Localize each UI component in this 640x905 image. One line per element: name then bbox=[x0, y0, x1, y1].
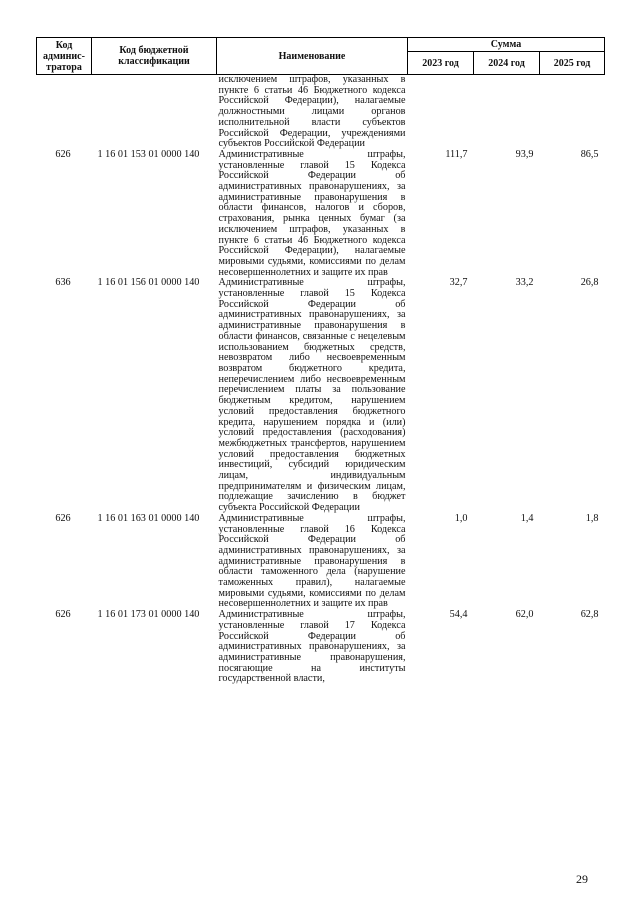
table-row bbox=[37, 278, 605, 513]
header-admin-code: Код администратора bbox=[37, 38, 92, 75]
row-budget-code: 1 16 01 163 01 0000 140 bbox=[97, 512, 200, 524]
row-admin-code: 626 bbox=[55, 609, 71, 621]
row-budget-code: 1 16 01 153 01 0000 140 bbox=[97, 148, 200, 160]
row-name: Административные штрафы, установленные главой 16 Кодекса Российской Федерации об административных правонарушениях, за административные правонарушения в области таможенного дела (нарушение таможенных правил), налагаемые мировыми судьями, комиссиями по делам несовершеннолетних и защите их прав bbox=[218, 512, 406, 610]
header-year-2023: 2023 год bbox=[408, 52, 474, 75]
table-row-continuation bbox=[37, 75, 605, 150]
row-admin-code: 626 bbox=[55, 512, 71, 524]
row-value-2024: 1,4 bbox=[520, 512, 534, 524]
header-budget-code: Код бюджетной классификации bbox=[92, 38, 217, 75]
row-value-2025: 1,8 bbox=[585, 512, 599, 524]
row-budget-code: 1 16 01 173 01 0000 140 bbox=[97, 609, 200, 621]
row-value-2023: 111,7 bbox=[445, 148, 468, 160]
header-year-2025: 2025 год bbox=[540, 52, 605, 75]
header-name: Наименование bbox=[217, 38, 408, 75]
header-sum: Сумма bbox=[408, 38, 605, 52]
row-name: Административные штрафы, установленные главой 15 Кодекса Российской Федерации об административных правонарушениях, за административные правонарушения в области финансов, налогов и сборов, страхования, рынка ценных бумаг (за исключением штрафов, указанных в пункте 6 статьи 46 Бюджетного кодекса Российской Федерации), налагаемые мировыми судьями, комиссиями по делам несовершеннолетних и защите их прав bbox=[218, 148, 406, 278]
page-number: 29 bbox=[576, 872, 588, 886]
table-body bbox=[37, 75, 605, 686]
row-value-2025: 86,5 bbox=[580, 148, 599, 160]
header-year-2024: 2024 год bbox=[474, 52, 540, 75]
continuation-text: исключением штрафов, указанных в пункте 6 статьи 46 Бюджетного кодекса Российской Федерации), налагаемые должностными лицами органов исполнительной власти субъектов Российской Федерации, учреждениями субъектов Российской Федерации bbox=[218, 74, 406, 150]
row-value-2024: 62,0 bbox=[515, 609, 534, 621]
row-value-2023: 32,7 bbox=[449, 277, 468, 289]
row-admin-code: 636 bbox=[55, 277, 71, 289]
row-name: Административные штрафы, установленные главой 17 Кодекса Российской Федерации об административных правонарушениях, за административные правонарушения, посягающие на институты государственной власти, bbox=[218, 609, 406, 685]
row-value-2025: 62,8 bbox=[580, 609, 599, 621]
row-value-2023: 54,4 bbox=[449, 609, 468, 621]
row-value-2025: 26,8 bbox=[580, 277, 599, 289]
table-row bbox=[37, 514, 605, 610]
budget-table bbox=[36, 37, 605, 685]
row-budget-code: 1 16 01 156 01 0000 140 bbox=[97, 277, 200, 289]
row-value-2023: 1,0 bbox=[454, 512, 468, 524]
row-value-2024: 33,2 bbox=[515, 277, 534, 289]
row-name: Административные штрафы, установленные главой 15 Кодекса Российской Федерации об административных правонарушениях, за административные правонарушения в области финансов, связанные с нецелевым использованием бюджетных средств, невозвратом либо несвоевременным возвратом бюджетного кредита, неперечислением либо несвоевременным перечислением платы за пользование бюджетным кредитом, нарушением условий предоставления бюджетного кредита, нарушением порядка и (или) условий предоставления (расходования) межбюджетных трансфертов, нарушением условий предоставления бюджетных инвестиций, субсидий юридическим лицам, индивидуальным предпринимателям и физическим лицам, подлежащие зачислению в бюджет субъекта Российской Федерации bbox=[218, 277, 406, 514]
table-header bbox=[37, 38, 605, 75]
row-value-2024: 93,9 bbox=[515, 148, 534, 160]
table-row bbox=[37, 610, 605, 685]
row-admin-code: 626 bbox=[55, 148, 71, 160]
table-row bbox=[37, 150, 605, 278]
